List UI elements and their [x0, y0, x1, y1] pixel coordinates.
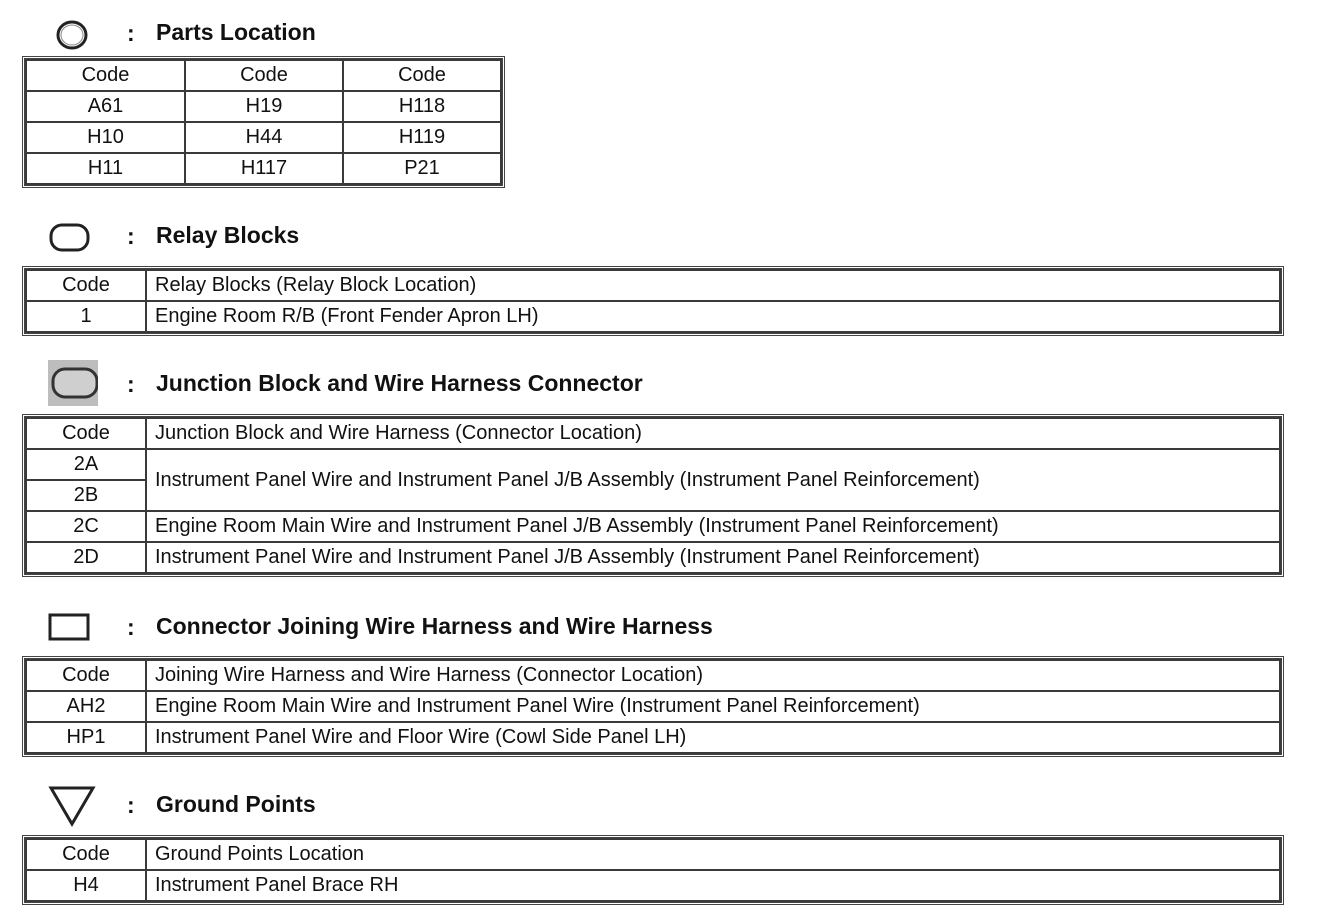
- table-row: [26, 722, 1280, 753]
- junction-block-table: [25, 417, 1281, 574]
- part-code: A61: [26, 91, 185, 122]
- column-header-location: Joining Wire Harness and Wire Harness (Connector Location): [146, 660, 1280, 691]
- part-code: H11: [26, 153, 185, 184]
- part-code: H19: [185, 91, 343, 122]
- connector-joining-table: [25, 659, 1281, 754]
- table-row: [26, 870, 1280, 901]
- junction-code: 2B: [26, 480, 146, 511]
- relay-blocks-heading: [0, 216, 1344, 256]
- triangle-down-icon: [48, 784, 98, 828]
- heading-colon: :: [127, 20, 135, 46]
- table-row: [26, 449, 1280, 480]
- connector-code: HP1: [26, 722, 146, 753]
- rounded-rect-icon: [48, 216, 98, 256]
- relay-location: Engine Room R/B (Front Fender Apron LH): [146, 301, 1280, 332]
- junction-location: Engine Room Main Wire and Instrument Panel J/B Assembly (Instrument Panel Reinforcement): [146, 511, 1280, 542]
- connector-code: AH2: [26, 691, 146, 722]
- shaded-rounded-rect-icon: [48, 360, 98, 406]
- connector-joining-heading: [0, 606, 1344, 646]
- part-code: H118: [343, 91, 501, 122]
- part-code: H10: [26, 122, 185, 153]
- column-header-location: Relay Blocks (Relay Block Location): [146, 270, 1280, 301]
- column-header: Code: [26, 60, 185, 91]
- table-header-row: [26, 839, 1280, 870]
- table-row: [26, 511, 1280, 542]
- relay-blocks-table: [25, 269, 1281, 333]
- section-title: Junction Block and Wire Harness Connector: [156, 370, 643, 396]
- table-row: [26, 691, 1280, 722]
- heading-colon: :: [127, 223, 135, 249]
- column-header-code: Code: [26, 660, 146, 691]
- table-row: [26, 542, 1280, 573]
- junction-block-heading: [0, 362, 1344, 402]
- section-title: Connector Joining Wire Harness and Wire Harness: [156, 613, 713, 639]
- junction-location-merged: Instrument Panel Wire and Instrument Panel J/B Assembly (Instrument Panel Reinforcement): [146, 449, 1280, 511]
- part-code: H119: [343, 122, 501, 153]
- parts-location-heading: [0, 14, 1344, 54]
- table-row: [26, 91, 501, 122]
- column-header: Code: [185, 60, 343, 91]
- junction-code: 2C: [26, 511, 146, 542]
- junction-location: Instrument Panel Wire and Instrument Panel J/B Assembly (Instrument Panel Reinforcement): [146, 542, 1280, 573]
- part-code: P21: [343, 153, 501, 184]
- table-row: [26, 301, 1280, 332]
- part-code: H117: [185, 153, 343, 184]
- ground-code: H4: [26, 870, 146, 901]
- part-code: H44: [185, 122, 343, 153]
- ground-location: Instrument Panel Brace RH: [146, 870, 1280, 901]
- junction-code: 2A: [26, 449, 146, 480]
- ground-points-table: [25, 838, 1281, 902]
- heading-colon: :: [127, 371, 135, 397]
- table-header-row: [26, 660, 1280, 691]
- table-row: [26, 122, 501, 153]
- connector-location: Instrument Panel Wire and Floor Wire (Cowl Side Panel LH): [146, 722, 1280, 753]
- junction-code: 2D: [26, 542, 146, 573]
- column-header-code: Code: [26, 418, 146, 449]
- table-header-row: [26, 60, 501, 91]
- ground-points-heading: [0, 784, 1344, 824]
- column-header-location: Junction Block and Wire Harness (Connector Location): [146, 418, 1280, 449]
- section-title: Relay Blocks: [156, 222, 300, 248]
- section-title: Parts Location: [156, 19, 316, 45]
- table-header-row: [26, 270, 1280, 301]
- column-header-code: Code: [26, 270, 146, 301]
- column-header-location: Ground Points Location: [146, 839, 1280, 870]
- column-header: Code: [343, 60, 501, 91]
- table-row: [26, 153, 501, 184]
- relay-code: 1: [26, 301, 146, 332]
- heading-colon: :: [127, 792, 135, 818]
- column-header-code: Code: [26, 839, 146, 870]
- heading-colon: :: [127, 614, 135, 640]
- table-header-row: [26, 418, 1280, 449]
- parts-location-table: [25, 59, 502, 185]
- section-title: Ground Points: [156, 791, 316, 817]
- circle-icon: [48, 14, 98, 54]
- rectangle-icon: [48, 606, 98, 646]
- connector-location: Engine Room Main Wire and Instrument Panel Wire (Instrument Panel Reinforcement): [146, 691, 1280, 722]
